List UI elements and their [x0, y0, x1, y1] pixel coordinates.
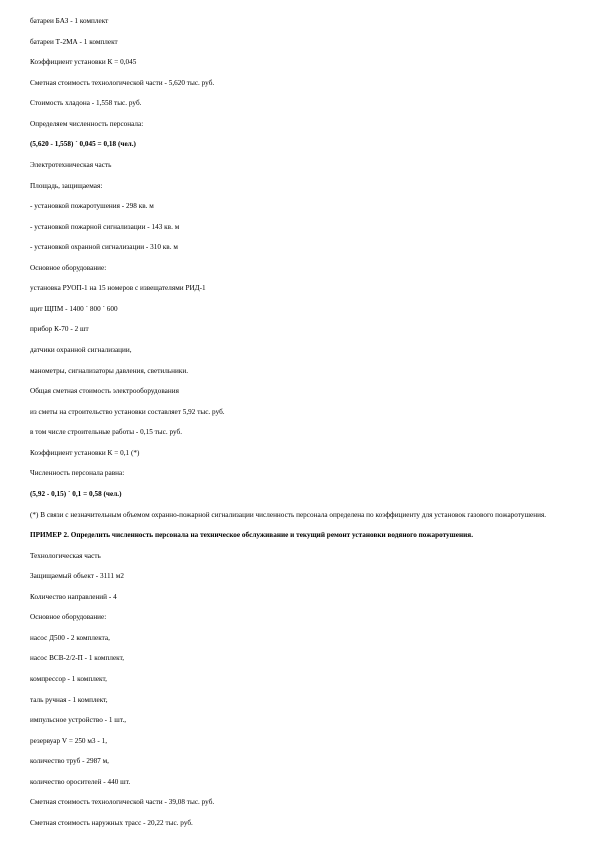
text-line-total-electrical: Общая сметная стоимость электрооборудования: [30, 387, 179, 395]
text-line-formula-1: (5,620 - 1,558) ´ 0,045 = 0,18 (чел.): [30, 140, 136, 148]
text-line-estimate: из сметы на строительство установки составляет 5,92 тыс. руб.: [30, 408, 225, 416]
section-heading-technological: Технологическая часть: [30, 552, 101, 560]
section-heading-electrical: Электротехническая часть: [30, 161, 112, 169]
text-line-halon-cost: Стоимость хладона - 1,558 тыс. руб.: [30, 99, 142, 107]
text-line-pump-vsv: насос ВСВ-2/2-П - 1 комплект,: [30, 654, 125, 662]
text-line-pipes: количество труб - 2987 м,: [30, 757, 109, 765]
text-line-ruop: установка РУОП-1 на 15 номеров с извещателями РИД-1: [30, 284, 206, 292]
text-line-tech-cost: Сметная стоимость технологической части - 5,620 тыс. руб.: [30, 79, 215, 87]
text-line-reservoir: резервуар V = 250 м3 - 1,: [30, 737, 108, 745]
text-line-battery-t2ma: батареи Т-2МА - 1 комплект: [30, 38, 118, 46]
text-line-define-staff: Определяем численность персонала:: [30, 120, 144, 128]
text-line-pump-d500: насос Д500 - 2 комплекта,: [30, 634, 110, 642]
text-line-directions: Количество направлений - 4: [30, 593, 117, 601]
text-line-manometers: манометры, сигнализаторы давления, светильники.: [30, 367, 189, 375]
text-line-panel-shchpm: щит ЩПМ - 1400 ´ 800 ´ 600: [30, 305, 118, 313]
text-line-area-fire-alarm: - установкой пожарной сигнализации - 143 кв. м: [30, 223, 180, 231]
text-line-hoist: таль ручная - 1 комплект,: [30, 696, 108, 704]
text-line-device-k70: прибор К-70 - 2 шт: [30, 325, 89, 333]
text-line-main-equipment-2: Основное оборудование:: [30, 613, 107, 621]
text-line-construction-works: в том числе строительные работы - 0,15 тыс. руб.: [30, 428, 183, 436]
text-line-staff-equals: Численность персонала равна:: [30, 469, 125, 477]
text-line-tech-cost-2: Сметная стоимость технологической части - 39,08 тыс. руб.: [30, 798, 215, 806]
text-line-impulse-device: импульсное устройство - 1 шт.,: [30, 716, 127, 724]
text-line-external-routes: Сметная стоимость наружных трасс - 20,22 тыс. руб.: [30, 819, 193, 827]
footnote-gas-extinguishing: (*) В связи с незначительным объемом охранно-пожарной сигнализации численность персонала определена по коэффициенту для установок газового пожаротушения.: [30, 511, 547, 519]
text-line-coefficient-2: Коэффициент установки К = 0,1 (*): [30, 449, 140, 457]
text-line-formula-2: (5,92 - 0,15) ´ 0,1 = 0,58 (чел.): [30, 490, 122, 498]
text-line-area-extinguishing: - установкой пожаротушения - 298 кв. м: [30, 202, 154, 210]
text-line-protected-object: Защищаемый объект - 3111 м2: [30, 572, 124, 580]
text-line-coefficient-1: Коэффициент установки К = 0,045: [30, 58, 137, 66]
text-line-main-equipment: Основное оборудование:: [30, 264, 107, 272]
text-line-sprinklers: количество оросителей - 440 шт.: [30, 778, 131, 786]
text-line-area-security-alarm: - установкой охранной сигнализации - 310 кв. м: [30, 243, 178, 251]
text-line-area-protected: Площадь, защищаемая:: [30, 182, 103, 190]
example-2-heading: ПРИМЕР 2. Определить численность персонала на техническое обслуживание и текущий ремонт установки водяного пожаротушения.: [30, 531, 474, 539]
text-line-security-sensors: датчики охранной сигнализации,: [30, 346, 132, 354]
text-line-battery-baz: батареи БАЗ - 1 комплект: [30, 17, 109, 25]
text-line-compressor: компрессор - 1 комплект,: [30, 675, 107, 683]
